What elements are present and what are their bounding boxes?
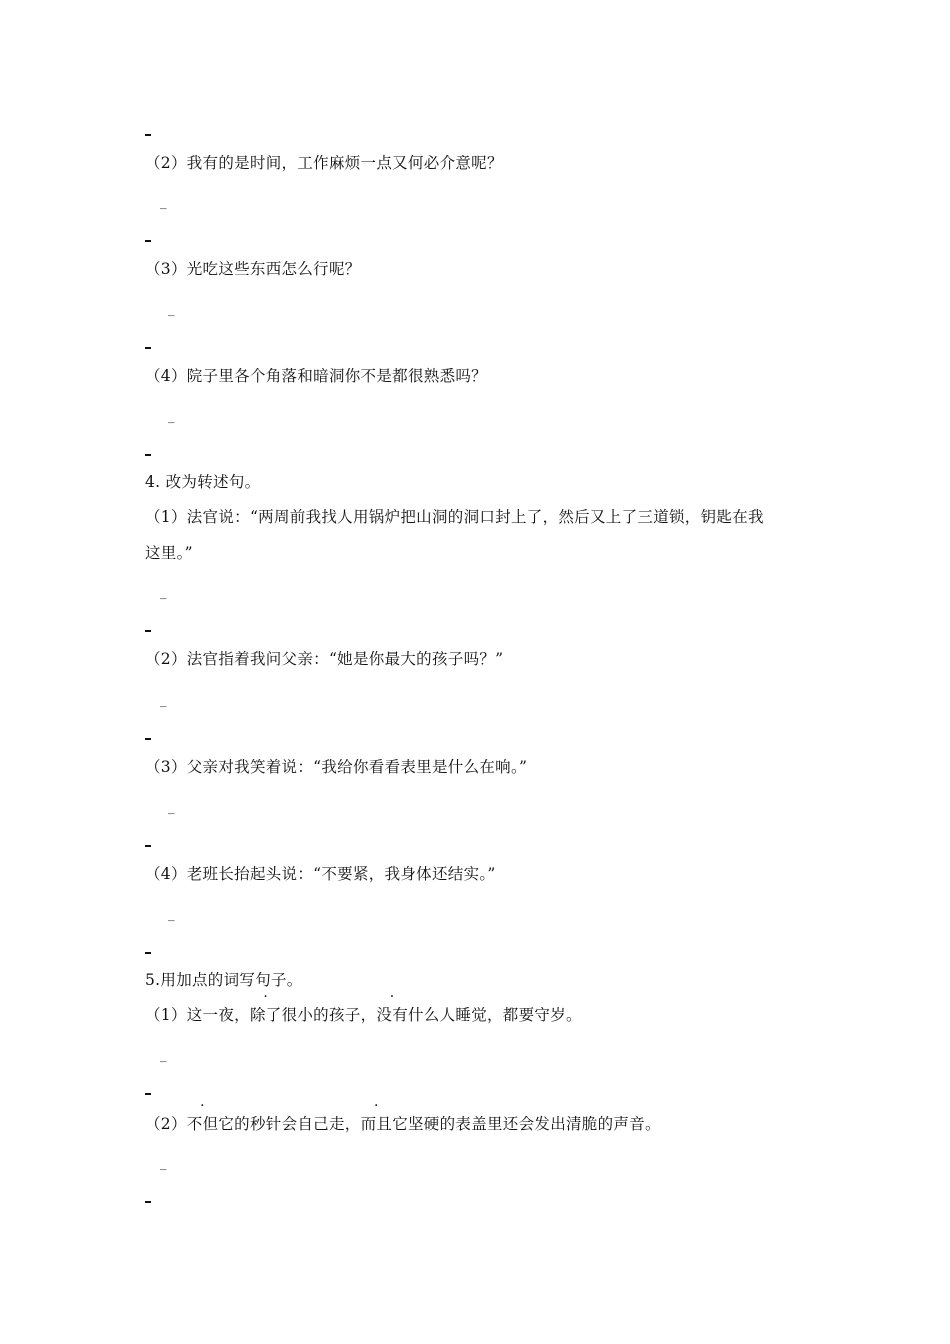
q3-item-3: （3）光吃这些东西怎么行呢？ (145, 260, 361, 278)
q5-item-2-text-c: 它坚硬的表盖里还会发出清脆的声音。 (392, 1115, 661, 1133)
answer-line-end (145, 134, 151, 136)
q3-item-2: （2）我有的是时间，工作麻烦一点又何必介意呢？ (145, 154, 503, 172)
answer-line-end (145, 738, 151, 740)
q5-item-2 (145, 1113, 661, 1135)
emphasis-dotted-word: 没有 (376, 1006, 408, 1024)
answer-line-end (145, 347, 151, 349)
emphasis-dotted-word: 而且 (360, 1115, 393, 1133)
answer-line-end (145, 630, 151, 632)
q5-item-1-text-b: 很小的孩子， (281, 1006, 377, 1024)
answer-blank[interactable]: _ (160, 585, 167, 600)
answer-line-end (145, 1093, 151, 1095)
q3-item-4: （4）院子里各个角落和暗洞你不是都很熟悉吗？ (145, 367, 487, 385)
answer-line-end (145, 240, 151, 242)
answer-blank[interactable]: _ (168, 409, 175, 424)
q5-heading: 5.用加点的词写句子。 (145, 971, 303, 989)
q5-item-1-text-a: （1）这一夜， (145, 1006, 250, 1024)
answer-line-end (145, 454, 151, 456)
answer-blank[interactable]: _ (168, 302, 175, 317)
q4-item-2: （2）法官指着我问父亲：“她是你最大的孩子吗？” (145, 650, 504, 668)
q4-heading: 4. 改为转述句。 (145, 473, 261, 491)
answer-line-end (145, 952, 151, 954)
answer-line-end (145, 1201, 151, 1203)
emphasis-dotted-word: 除了 (249, 1006, 282, 1024)
q4-item-1-line-2: 这里。” (145, 544, 193, 562)
q5-item-2-text-a: （2） (145, 1115, 187, 1133)
answer-line-end (145, 845, 151, 847)
answer-blank[interactable]: _ (160, 1048, 167, 1063)
q4-item-4: （4）老班长抬起头说：“不要紧，我身体还结实。” (145, 865, 496, 883)
q4-item-1-line-1: （1）法官说：“两周前我找人用锅炉把山洞的洞口封上了，然后又上了三道锁，钥匙在我 (145, 508, 764, 526)
answer-blank[interactable]: _ (160, 1156, 167, 1171)
emphasis-dotted-word: 不但 (186, 1115, 219, 1133)
q5-item-2-text-b: 它的秒针会自己走， (218, 1115, 361, 1133)
q5-item-1-text-c: 什么人睡觉，都要守岁。 (408, 1006, 582, 1024)
answer-blank[interactable]: _ (168, 907, 175, 922)
answer-blank[interactable]: _ (168, 800, 175, 815)
q4-item-3: （3）父亲对我笑着说：“我给你看看表里是什么在响。” (145, 758, 528, 776)
answer-blank[interactable]: _ (160, 693, 167, 708)
answer-blank[interactable]: _ (160, 195, 167, 210)
q5-item-1 (145, 1004, 582, 1026)
